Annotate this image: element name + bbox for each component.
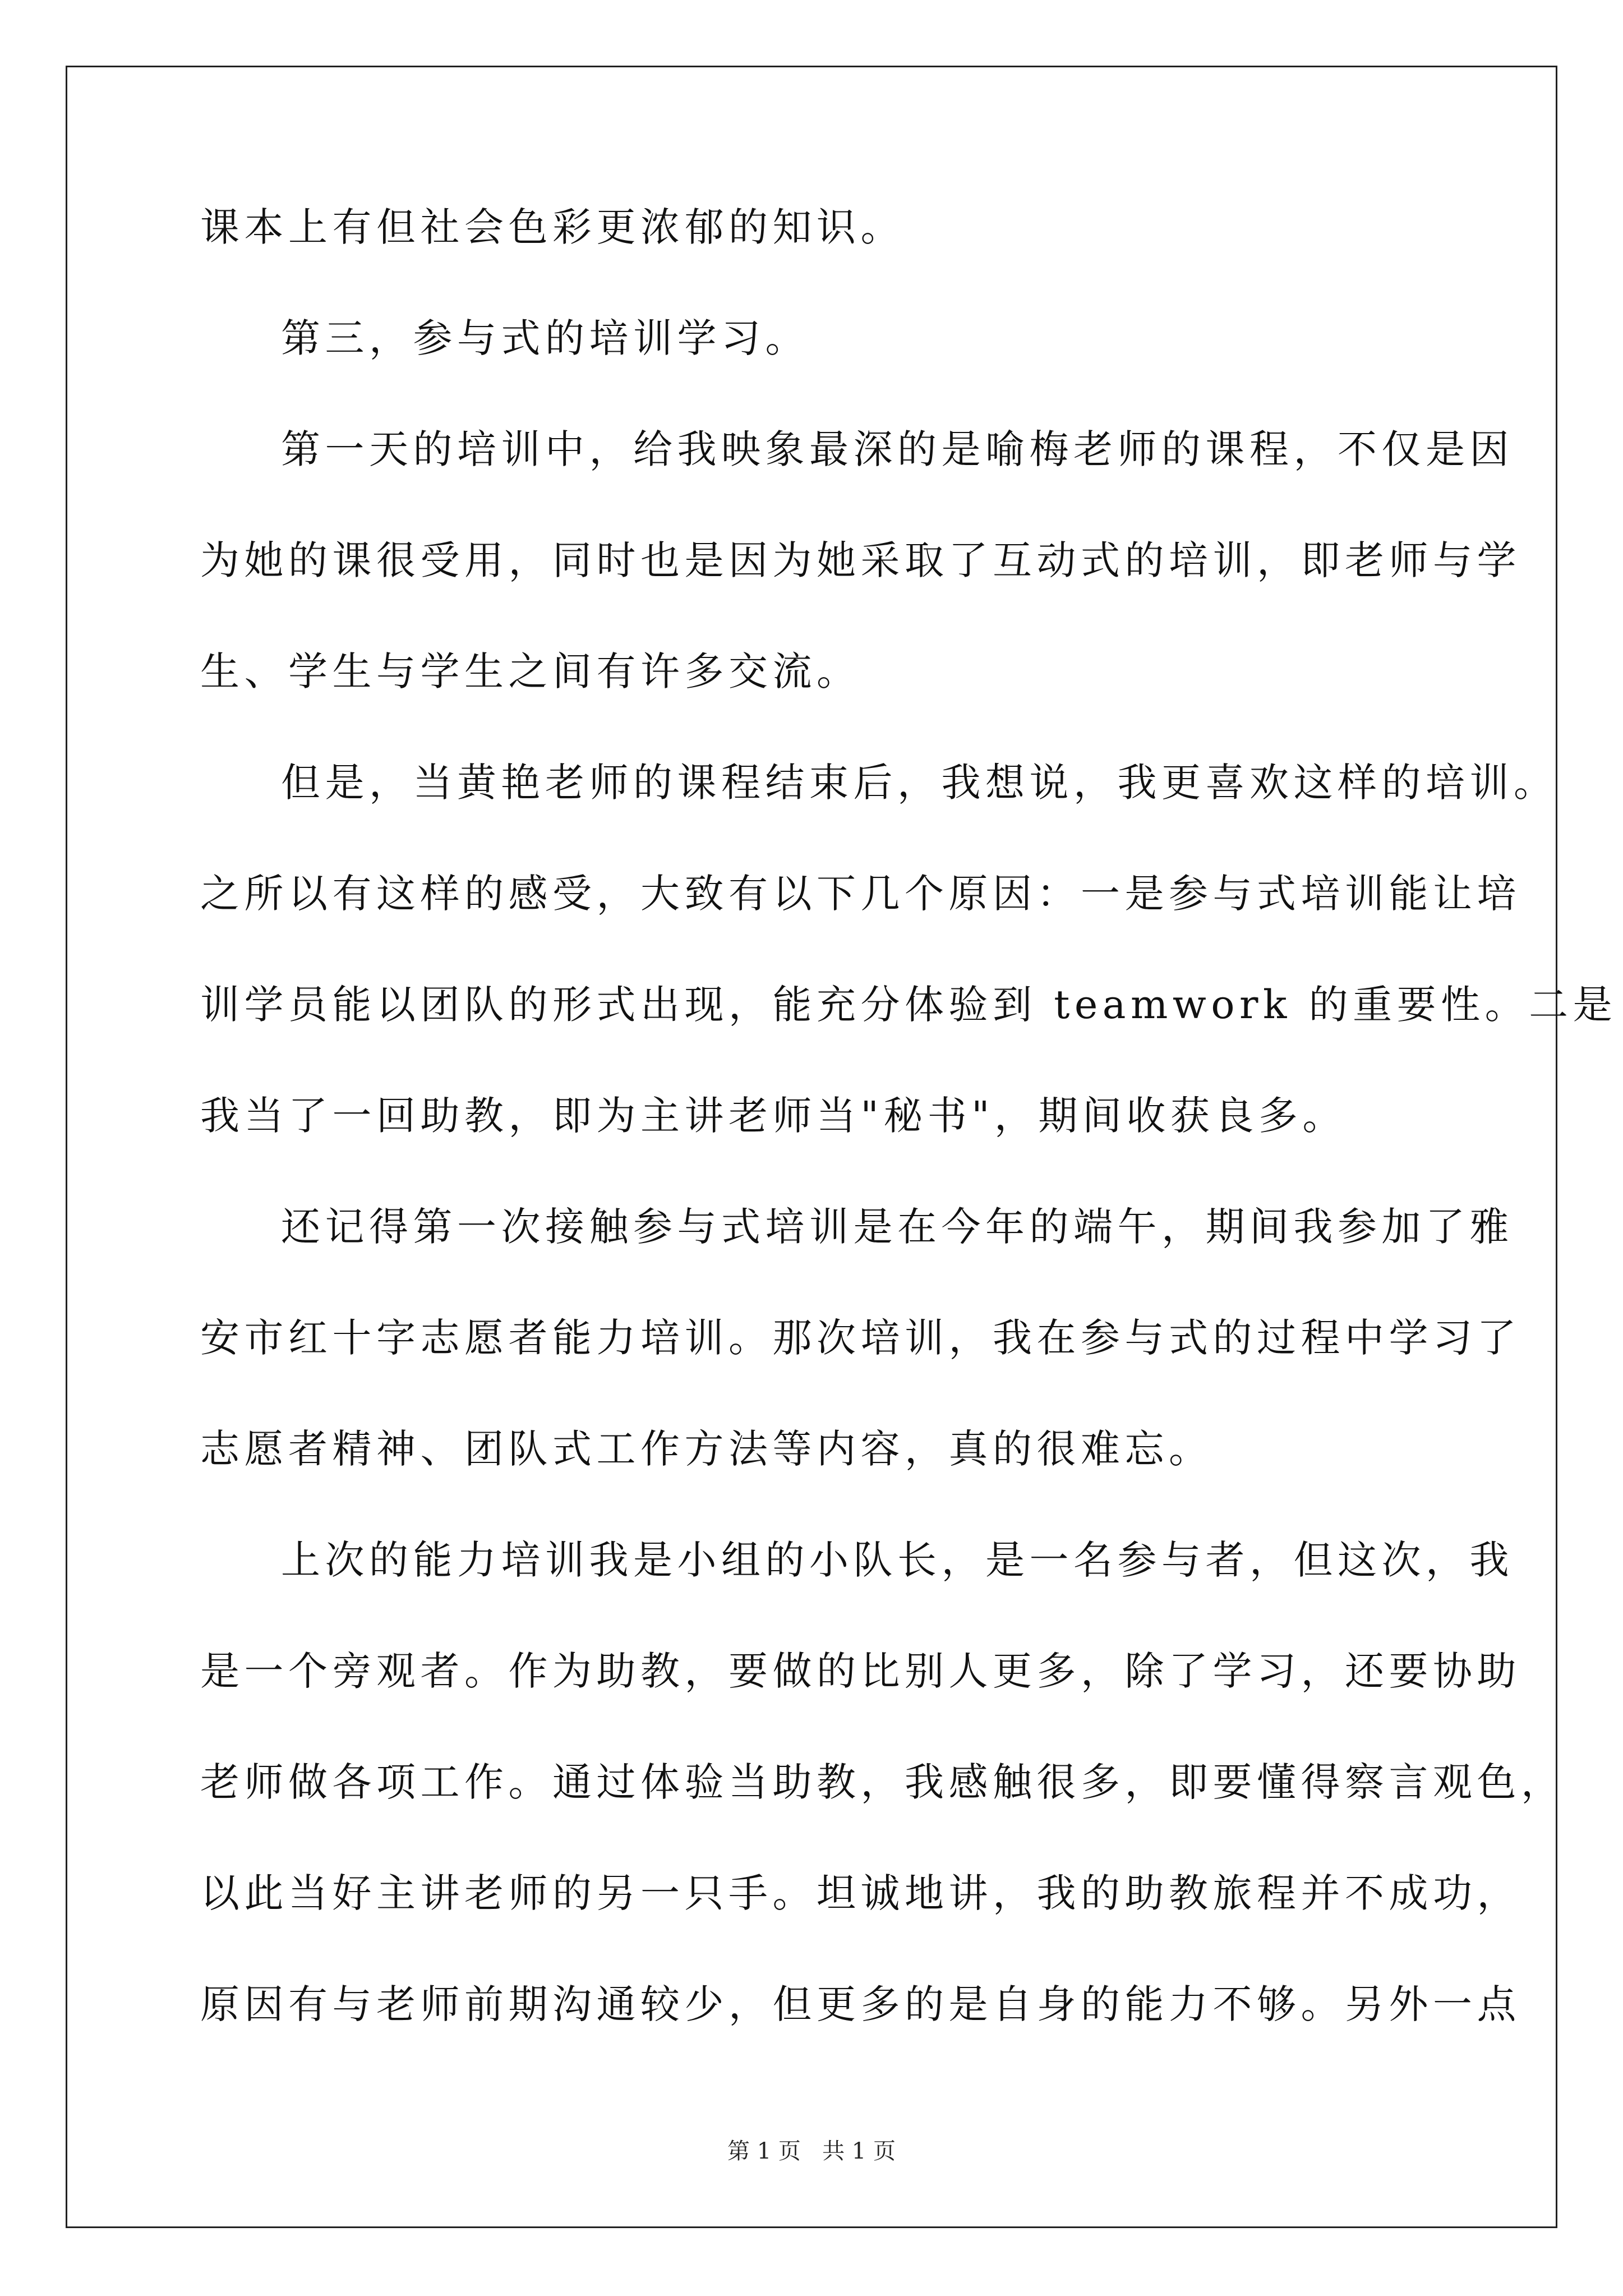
text-line: 第一天的培训中，给我映象最深的是喻梅老师的课程，不仅是因 — [281, 426, 1514, 472]
page-footer: 第 1 页 共 1 页 — [727, 2138, 896, 2164]
text-line: 为她的课很受用，同时也是因为她采取了互动式的培训，即老师与学 — [200, 537, 1521, 583]
text-line: 还记得第一次接触参与式培训是在今年的端午，期间我参加了雅 — [281, 1204, 1514, 1250]
text-line: 之所以有这样的感受，大致有以下几个原因：一是参与式培训能让培 — [200, 871, 1521, 917]
text-line: 但是，当黄艳老师的课程结束后，我想说，我更喜欢这样的培训。 — [281, 760, 1558, 806]
text-line: 老师做各项工作。通过体验当助教，我感触很多，即要懂得察言观色， — [200, 1759, 1565, 1805]
text-line: 我当了一回助教，即为主讲老师当"秘书"，期间收获良多。 — [200, 1093, 1347, 1139]
text-line: 训学员能以团队的形式出现，能充分体验到 teamwork 的重要性。二是 — [200, 982, 1617, 1028]
text-line: 原因有与老师前期沟通较少，但更多的是自身的能力不够。另外一点 — [200, 1981, 1521, 2027]
document-body — [200, 204, 1617, 2096]
text-line: 生、学生与学生之间有许多交流。 — [200, 648, 861, 694]
text-line: 第三，参与式的培训学习。 — [281, 315, 809, 361]
text-line: 上次的能力培训我是小组的小队长，是一名参与者，但这次，我 — [281, 1537, 1514, 1583]
text-line: 以此当好主讲老师的另一只手。坦诚地讲，我的助教旅程并不成功， — [200, 1870, 1521, 1916]
text-line: 是一个旁观者。作为助教，要做的比别人更多，除了学习，还要协助 — [200, 1648, 1521, 1694]
text-line: 志愿者精神、团队式工作方法等内容，真的很难忘。 — [200, 1426, 1213, 1472]
text-line: 课本上有但社会色彩更浓郁的知识。 — [200, 204, 905, 250]
text-line: 安市红十字志愿者能力培训。那次培训，我在参与式的过程中学习了 — [200, 1315, 1521, 1361]
